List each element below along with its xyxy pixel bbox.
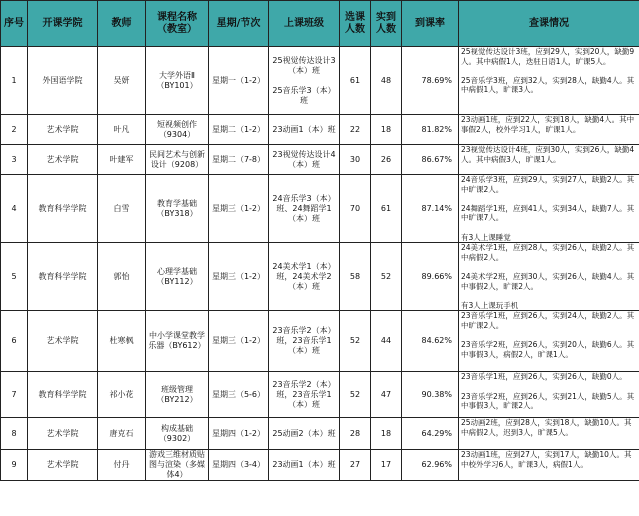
table-row — [1, 418, 639, 450]
cell-no: 8 — [1, 418, 28, 450]
cell-course: 班级管理 （BY212） — [146, 372, 209, 418]
cell-class: 23音乐学2（本）班，23音乐学1（本）班 — [269, 311, 340, 372]
cell-no: 5 — [1, 243, 28, 311]
cell-course: 构成基础（9302） — [146, 418, 209, 450]
table-row — [1, 145, 639, 175]
cell-no: 1 — [1, 47, 28, 115]
cell-class: 23动画1（本）班 — [269, 450, 340, 481]
cell-class: 24美术学1（本）班，24美术学2（本）班 — [269, 243, 340, 311]
cell-course: 教育学基础 （BY318） — [146, 175, 209, 243]
cell-class: 23动画1（本）班 — [269, 115, 340, 145]
cell-enrolled: 52 — [340, 311, 371, 372]
cell-class: 25视觉传达设计3（本）班 25音乐学3（本）班 — [269, 47, 340, 115]
cell-report: 24音乐学3班，应到29人，实到27人，缺勤2人。其中旷课2人。 24舞蹈学1班，应到41人，实到34人，缺勤7人。其中旷课7人。 有3人上课睡觉 — [459, 175, 639, 243]
header-rate: 到课率 — [402, 1, 459, 47]
cell-rate: 86.67% — [402, 145, 459, 175]
header-class: 上课班级 — [269, 1, 340, 47]
cell-present: 47 — [371, 372, 402, 418]
header-present: 实到 人数 — [371, 1, 402, 47]
cell-enrolled: 52 — [340, 372, 371, 418]
cell-rate: 62.96% — [402, 450, 459, 481]
cell-rate: 84.62% — [402, 311, 459, 372]
cell-teacher: 吴妍 — [98, 47, 146, 115]
cell-class: 25动画2（本）班 — [269, 418, 340, 450]
cell-time: 星期二（7-8） — [209, 145, 269, 175]
cell-time: 星期三（1-2） — [209, 175, 269, 243]
cell-teacher: 叶凡 — [98, 115, 146, 145]
header-enrolled: 选课 人数 — [340, 1, 371, 47]
header-course: 课程名称 （教室） — [146, 1, 209, 47]
cell-present: 44 — [371, 311, 402, 372]
cell-present: 18 — [371, 115, 402, 145]
table-row — [1, 115, 639, 145]
cell-course: 大学外语Ⅱ （BY101） — [146, 47, 209, 115]
cell-college: 教育科学学院 — [28, 243, 98, 311]
cell-course: 民间艺术与创新设计（9208） — [146, 145, 209, 175]
cell-no: 4 — [1, 175, 28, 243]
table-row — [1, 243, 639, 311]
cell-report: 25动画2班，应到28人，实到18人，缺勤10人。其中病假2人，迟到3人，旷课5人。 — [459, 418, 639, 450]
cell-report: 23音乐学1班，应到26人，实到24人，缺勤2人。其中旷课2人。 23音乐学2班，应到26人，实到20人，缺勤6人。其中事假3人，病假2人，旷课1人。 — [459, 311, 639, 372]
cell-present: 18 — [371, 418, 402, 450]
cell-college: 艺术学院 — [28, 418, 98, 450]
cell-college: 艺术学院 — [28, 311, 98, 372]
cell-present: 61 — [371, 175, 402, 243]
cell-enrolled: 28 — [340, 418, 371, 450]
cell-report: 23动画1班，应到27人，实到17人，缺勤10人。其中校外学习6人，旷课3人，病假1人。 — [459, 450, 639, 481]
cell-rate: 87.14% — [402, 175, 459, 243]
cell-rate: 78.69% — [402, 47, 459, 115]
cell-college: 教育科学学院 — [28, 372, 98, 418]
table-row — [1, 175, 639, 243]
cell-course: 中小学课堂教学乐器（BY612） — [146, 311, 209, 372]
cell-present: 48 — [371, 47, 402, 115]
cell-college: 艺术学院 — [28, 145, 98, 175]
cell-enrolled: 58 — [340, 243, 371, 311]
cell-report: 23音乐学1班，应到26人，实到26人，缺勤0人。 23音乐学2班，应到26人，实到21人，缺勤5人。其中事假3人，旷课2人。 — [459, 372, 639, 418]
cell-time: 星期四（3-4） — [209, 450, 269, 481]
cell-present: 52 — [371, 243, 402, 311]
cell-college: 外国语学院 — [28, 47, 98, 115]
cell-report: 23动画1班，应到22人，实到18人，缺勤4人。其中事假2人，校外学习1人，旷课1人。 — [459, 115, 639, 145]
cell-teacher: 杜寒枫 — [98, 311, 146, 372]
cell-teacher: 唐克石 — [98, 418, 146, 450]
cell-rate: 64.29% — [402, 418, 459, 450]
cell-college: 教育科学学院 — [28, 175, 98, 243]
cell-teacher: 祁小花 — [98, 372, 146, 418]
cell-present: 26 — [371, 145, 402, 175]
cell-rate: 81.82% — [402, 115, 459, 145]
cell-class: 23音乐学2（本）班，23音乐学1（本）班 — [269, 372, 340, 418]
cell-report: 23视觉传达设计4班，应到30人，实到26人，缺勤4人。其中病假3人，旷课1人。 — [459, 145, 639, 175]
cell-no: 9 — [1, 450, 28, 481]
cell-teacher: 付丹 — [98, 450, 146, 481]
cell-time: 星期三（1-2） — [209, 243, 269, 311]
cell-course: 游戏三维材质贴图与渲染（多媒体4） — [146, 450, 209, 481]
cell-time: 星期三（1-2） — [209, 311, 269, 372]
header-no: 序号 — [1, 1, 28, 47]
cell-teacher: 郭怡 — [98, 243, 146, 311]
cell-no: 7 — [1, 372, 28, 418]
cell-report: 25视觉传达设计3班，应到29人，实到20人，缺勤9人。其中病假1人，迭驻日语1人，旷课5人。 25音乐学3班，应到32人，实到28人，缺勤4人。其中病假1人，旷课3人。 — [459, 47, 639, 115]
table-row — [1, 47, 639, 115]
cell-no: 2 — [1, 115, 28, 145]
table-row — [1, 311, 639, 372]
cell-course: 短视频创作 （9304） — [146, 115, 209, 145]
header-row — [1, 1, 639, 47]
table-row — [1, 450, 639, 481]
cell-enrolled: 70 — [340, 175, 371, 243]
cell-no: 6 — [1, 311, 28, 372]
cell-time: 星期一（1-2） — [209, 47, 269, 115]
cell-class: 24音乐学3（本）班、24舞蹈学1（本）班 — [269, 175, 340, 243]
cell-enrolled: 30 — [340, 145, 371, 175]
cell-rate: 89.66% — [402, 243, 459, 311]
cell-college: 艺术学院 — [28, 450, 98, 481]
cell-time: 星期三（5-6） — [209, 372, 269, 418]
cell-rate: 90.38% — [402, 372, 459, 418]
cell-teacher: 白雪 — [98, 175, 146, 243]
cell-class: 23视觉传达设计4（本）班 — [269, 145, 340, 175]
cell-time: 星期二（1-2） — [209, 115, 269, 145]
table-row — [1, 372, 639, 418]
header-report: 查课情况 — [459, 1, 639, 47]
cell-time: 星期四（1-2） — [209, 418, 269, 450]
cell-college: 艺术学院 — [28, 115, 98, 145]
header-teacher: 教师 — [98, 1, 146, 47]
cell-course: 心理学基础 （BY112） — [146, 243, 209, 311]
header-time: 星期/节次 — [209, 1, 269, 47]
cell-enrolled: 61 — [340, 47, 371, 115]
cell-teacher: 叶建军 — [98, 145, 146, 175]
cell-enrolled: 22 — [340, 115, 371, 145]
cell-present: 17 — [371, 450, 402, 481]
cell-no: 3 — [1, 145, 28, 175]
header-college: 开课学院 — [28, 1, 98, 47]
cell-enrolled: 27 — [340, 450, 371, 481]
cell-report: 24美术学1班，应到28人，实到26人，缺勤2人。其中病假2人。 24美术学2班，应到30人，实到26人，缺勤4人。其中事假2人，旷课2人。 有3人上课玩手机 — [459, 243, 639, 311]
